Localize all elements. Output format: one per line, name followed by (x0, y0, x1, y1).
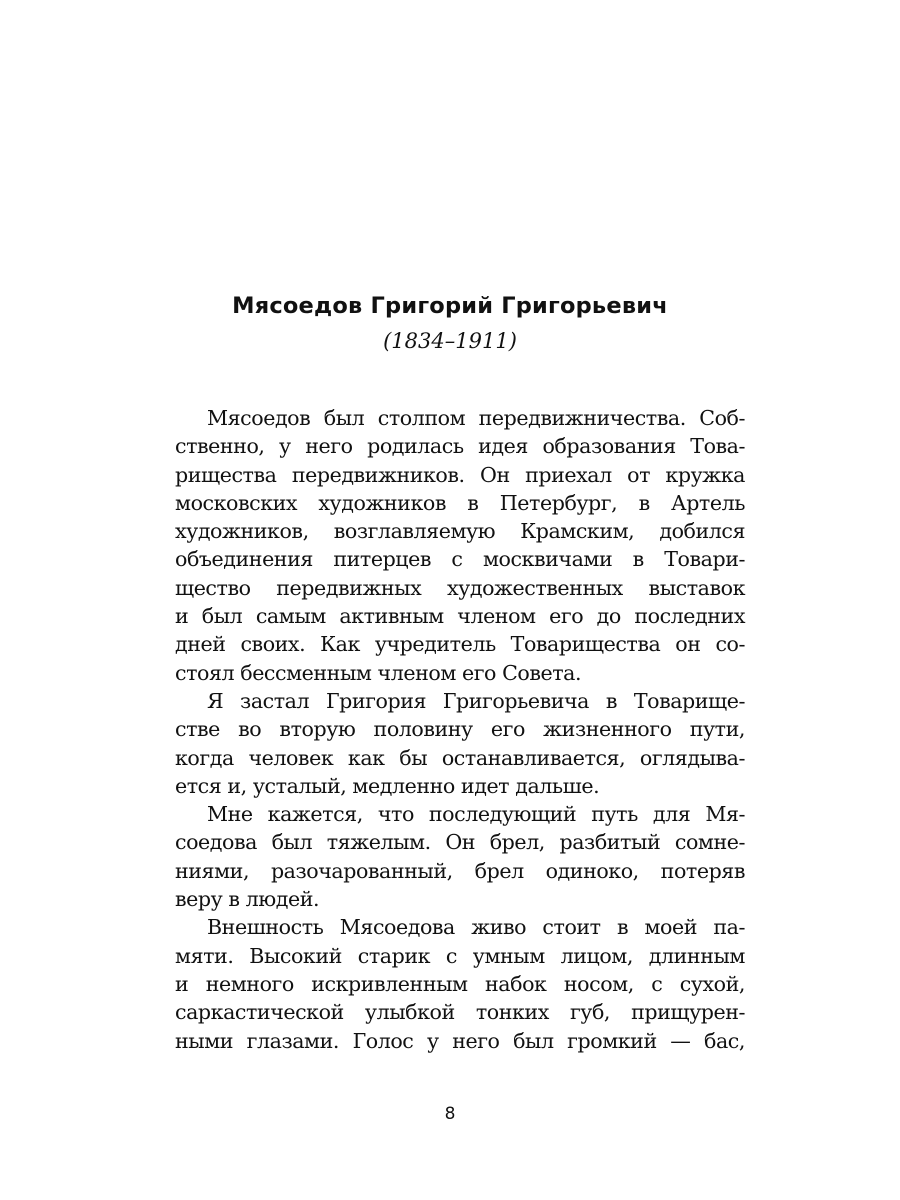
paragraph (175, 800, 745, 913)
text-line: соедова был тяжелым. Он брел, разбитый сомне- (175, 830, 745, 855)
paragraph (175, 913, 745, 1054)
text-line: когда человек как бы останавливается, оглядыва- (175, 745, 745, 770)
text-line: щество передвижных художественных выставок (175, 575, 745, 600)
page-number: 8 (444, 1104, 456, 1124)
text-line: Внешность Мясоедова живо стоит в моей па- (207, 915, 745, 940)
chapter-title: Мясоедов Григорий Григорьевич (232, 293, 668, 319)
text-line: объединения питерцев с москвичами в Товари- (175, 547, 745, 572)
text-line: и немного искривленным набок носом, с сухой, (175, 971, 745, 996)
text-line: стоял бессменным членом его Совета. (175, 660, 582, 685)
paragraph (175, 404, 745, 687)
text-line: Мне кажется, что последующий путь для Мя- (207, 802, 745, 827)
text-line: ственно, у него родилась идея образования Това- (175, 434, 745, 459)
body-text (175, 404, 745, 1055)
text-line: ными глазами. Голос у него был громкий — бас, (175, 1028, 745, 1053)
text-line: Я застал Григория Григорьевича в Товарище- (207, 688, 745, 713)
text-line: дней своих. Как учредитель Товарищества он со- (175, 632, 745, 657)
text-line: художников, возглавляемую Крамским, добился (175, 519, 745, 544)
text-line: Мясоедов был столпом передвижничества. Соб- (207, 406, 745, 430)
text-line: ниями, разочарованный, брел одиноко, потеряв (175, 858, 745, 883)
text-line: рищества передвижников. Он приехал от кружка (175, 462, 745, 487)
text-line: московских художников в Петербург, в Артель (175, 490, 745, 515)
text-line: веру в людей. (175, 887, 320, 912)
text-line: стве во вторую половину его жизненного пути, (175, 717, 745, 742)
text-line: и был самым активным членом его до последних (175, 604, 745, 629)
chapter-dates: (1834–1911) (383, 329, 517, 353)
text-line: мяти. Высокий старик с умным лицом, длинным (175, 943, 745, 968)
text-line: ется и, усталый, медленно идет дальше. (175, 773, 600, 798)
text-line: саркастической улыбкой тонких губ, прищурен- (175, 1000, 745, 1025)
paragraph (175, 687, 745, 800)
